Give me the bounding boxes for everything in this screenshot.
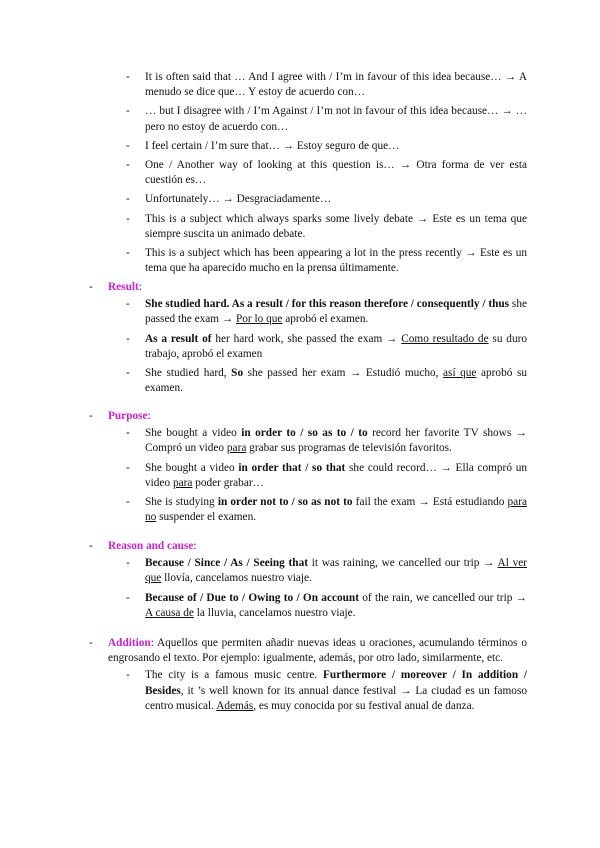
section-heading: - Reason and cause: — [89, 540, 197, 552]
list-item: - She studied hard. As a result / for this reason therefore / consequently / thus she passed the exam → Por lo que aprobó el examen. — [126, 298, 527, 326]
list-item: - She is studying in order not to / so as not to fail the exam → Está estudiando para no suspender el examen. — [126, 496, 527, 524]
list-item: - It is often said that … And I agree with / I’m in favour of this idea because… → A menudo se dice que… Y estoy de acuerdo con… — [126, 71, 527, 99]
section-result — [0, 280, 600, 396]
list-item: - Because / Since / As / Seeing that it was raining, we cancelled our trip → Al ver que llovía, cancelamos nuestro viaje. — [126, 557, 528, 585]
list-item: - She bought a video in order to / so as to / to record her favorite TV shows → Compró un video para grabar sus programas de televisión favoritos. — [126, 427, 527, 455]
section-title: Reason and cause — [108, 540, 194, 552]
section-title: Result — [108, 281, 139, 293]
list-item: - The city is a famous music centre. Furthermore / moreover / In addition / Besides, it ’s well known for its annual dance festival → La ciudad es un famoso centro musical. Además, es muy conocida por su festival anual de danza. — [126, 669, 527, 712]
list-item: - Unfortunately… → Desgraciadamente… — [126, 193, 332, 206]
section-purpose — [0, 409, 600, 525]
section-title: Addition — [108, 637, 151, 649]
list-item: - Because of / Due to / Owing to / On account of the rain, we cancelled our trip → A causa de la lluvia, cancelamos nuestro viaje. — [126, 591, 527, 619]
section-heading: - Purpose: — [89, 410, 151, 422]
section-heading: - Addition: Aquellos que permiten añadir nuevas ideas u oraciones, acumulando términos o engrosando el texto. Por ejemplo: igualmente, además, por otro lado, similarmente, etc. — [89, 637, 527, 665]
section-addition — [0, 636, 600, 714]
addition-list — [0, 668, 600, 714]
purpose-list — [0, 426, 600, 525]
section-reason-and-cause — [0, 539, 600, 621]
list-item: - … but I disagree with / I’m Against / I’m not in favour of this idea because… → … pero no estoy de acuerdo con… — [126, 105, 527, 133]
list-item: - She studied hard, So she passed her exam → Estudió mucho, así que aprobó su examen. — [126, 367, 527, 395]
reason-list — [0, 556, 600, 621]
list-item: - This is a subject which has been appearing a lot in the press recently → Este es un tema que ha aparecido mucho en la prensa últimamente. — [126, 247, 527, 275]
list-item: - One / Another way of looking at this question is… → Otra forma de ver esta cuestión es… — [126, 159, 527, 187]
result-list — [0, 297, 600, 396]
list-item: - This is a subject which always sparks some lively debate → Este es un tema que siempre suscita un animado debate. — [126, 212, 527, 240]
list-item: - I feel certain / I’m sure that… → Estoy seguro de que… — [126, 139, 400, 152]
list-item: - She bought a video in order that / so that she could record… → Ella compró un video para poder grabar… — [126, 461, 527, 489]
list-item: - As a result of her hard work, she passed the exam → Como resultado de su duro trabajo, aprobó el examen — [126, 332, 528, 360]
phrases-list — [0, 70, 600, 276]
section-heading: - Result: — [89, 281, 142, 293]
section-title: Purpose — [108, 410, 148, 422]
